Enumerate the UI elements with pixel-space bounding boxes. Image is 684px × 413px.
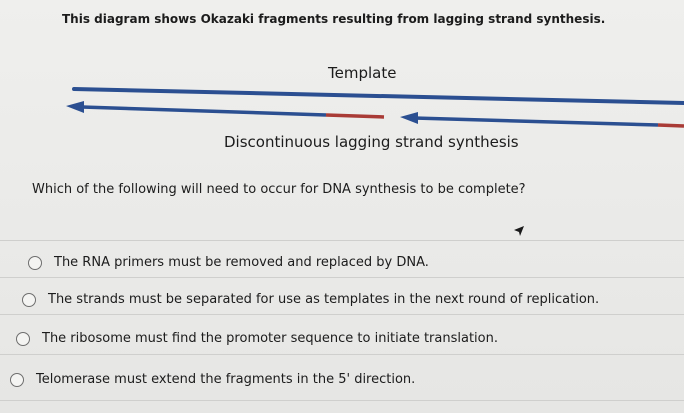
radio-button[interactable] [22,293,36,307]
fragment-2-arrowhead [400,112,418,124]
divider [0,314,684,315]
answer-option-label: The strands must be separated for use as templates in the next round of replication. [48,292,600,307]
template-label: Template [328,64,397,82]
radio-button[interactable] [10,373,24,387]
divider [0,277,684,278]
answer-option-label: The RNA primers must be removed and replaced by DNA. [54,255,429,270]
answer-option-label: The ribosome must find the promoter sequence to initiate translation. [42,331,498,346]
okazaki-fragment-1 [82,107,326,115]
diagram-caption: Discontinuous lagging strand synthesis [224,133,519,151]
radio-button[interactable] [16,332,30,346]
template-strand [74,89,684,103]
divider [0,400,684,401]
diagram-intro-text: This diagram shows Okazaki fragments resulting from lagging strand synthesis. [62,12,606,26]
answer-option-strand-separation[interactable] [22,292,599,307]
answer-option-rna-primers[interactable] [28,255,429,270]
radio-button[interactable] [28,256,42,270]
divider [0,240,684,241]
rna-primer-2 [658,125,684,126]
divider [0,354,684,355]
answer-option-telomerase[interactable] [10,372,415,387]
mouse-cursor-icon [514,226,524,238]
fragment-1-arrowhead [66,101,84,113]
question-text: Which of the following will need to occur for DNA synthesis to be complete? [32,182,526,197]
answer-option-label: Telomerase must extend the fragments in the 5' direction. [36,372,416,387]
rna-primer-1 [326,115,384,117]
answer-option-ribosome[interactable] [16,331,498,346]
okazaki-fragment-2 [414,118,658,125]
